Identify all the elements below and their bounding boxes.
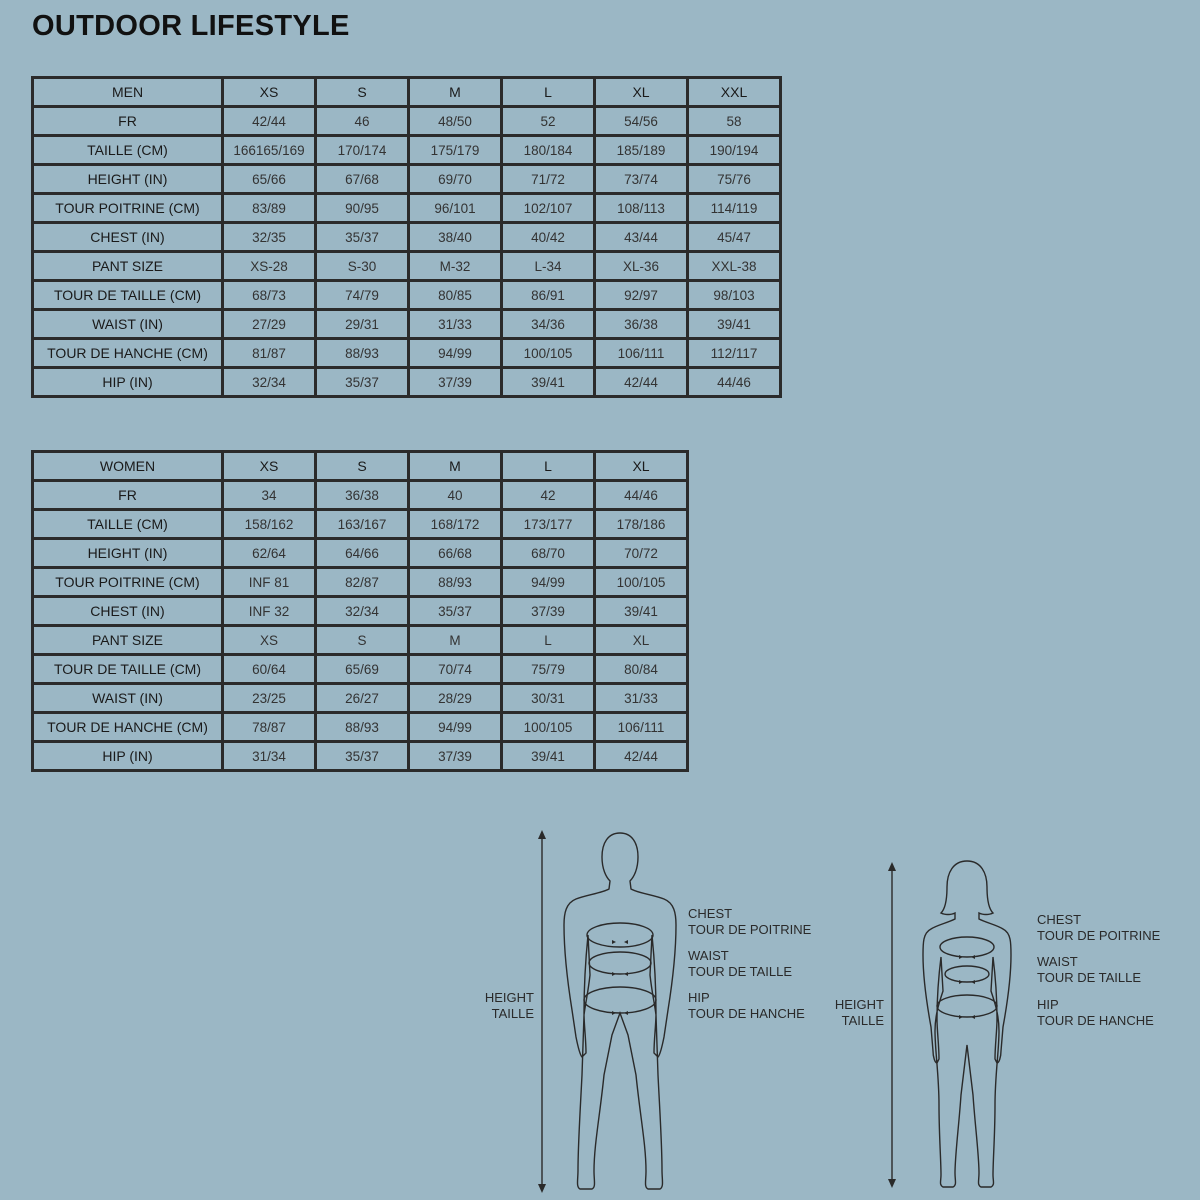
table-cell: 114/119 bbox=[688, 194, 781, 223]
table-row bbox=[33, 568, 688, 597]
table-cell: 70/74 bbox=[409, 655, 502, 684]
man-waist-label-fr: TOUR DE TAILLE bbox=[688, 964, 793, 979]
table-cell: 37/39 bbox=[502, 597, 595, 626]
table-cell: 108/113 bbox=[595, 194, 688, 223]
table-cell: 32/35 bbox=[223, 223, 316, 252]
woman-chest-label-en: CHEST bbox=[1037, 912, 1082, 927]
table-cell: 37/39 bbox=[409, 368, 502, 397]
table-cell: 29/31 bbox=[316, 310, 409, 339]
row-label: TOUR DE HANCHE (CM) bbox=[33, 339, 223, 368]
row-label: HIP (IN) bbox=[33, 368, 223, 397]
table-cell: 31/34 bbox=[223, 742, 316, 771]
table-cell: XL bbox=[595, 626, 688, 655]
table-row bbox=[33, 684, 688, 713]
table-row bbox=[33, 223, 781, 252]
table-row bbox=[33, 339, 781, 368]
table-cell: 88/93 bbox=[409, 568, 502, 597]
table-row bbox=[33, 655, 688, 684]
men-header-row bbox=[33, 78, 781, 107]
woman-chest-label bbox=[1037, 912, 1160, 944]
woman-hip-ring bbox=[937, 995, 997, 1017]
row-label: WAIST (IN) bbox=[33, 310, 223, 339]
women-section-header: WOMEN bbox=[33, 452, 223, 481]
man-waist-label-en: WAIST bbox=[688, 948, 729, 963]
table-cell: 173/177 bbox=[502, 510, 595, 539]
table-cell: XS bbox=[223, 626, 316, 655]
table-row bbox=[33, 626, 688, 655]
table-cell: INF 32 bbox=[223, 597, 316, 626]
man-chest-ring bbox=[587, 923, 653, 947]
table-cell: 81/87 bbox=[223, 339, 316, 368]
table-cell: 40 bbox=[409, 481, 502, 510]
table-cell: 112/117 bbox=[688, 339, 781, 368]
table-cell: 82/87 bbox=[316, 568, 409, 597]
table-cell: 38/40 bbox=[409, 223, 502, 252]
row-label: TAILLE (CM) bbox=[33, 136, 223, 165]
table-cell: 166165/169 bbox=[223, 136, 316, 165]
man-height-label bbox=[470, 990, 534, 1022]
table-cell: 35/37 bbox=[316, 368, 409, 397]
table-cell: 42 bbox=[502, 481, 595, 510]
woman-chest-ring bbox=[940, 937, 994, 957]
table-row bbox=[33, 742, 688, 771]
row-label: TOUR POITRINE (CM) bbox=[33, 568, 223, 597]
size-header: M bbox=[409, 452, 502, 481]
table-cell: 100/105 bbox=[502, 713, 595, 742]
size-header: L bbox=[502, 452, 595, 481]
table-cell: 69/70 bbox=[409, 165, 502, 194]
table-cell: 106/111 bbox=[595, 713, 688, 742]
size-header: M bbox=[409, 78, 502, 107]
table-cell: 170/174 bbox=[316, 136, 409, 165]
table-cell: 35/37 bbox=[409, 597, 502, 626]
row-label: TOUR POITRINE (CM) bbox=[33, 194, 223, 223]
woman-figure bbox=[875, 855, 1035, 1200]
table-row bbox=[33, 481, 688, 510]
table-cell: 39/41 bbox=[595, 597, 688, 626]
table-cell: 75/76 bbox=[688, 165, 781, 194]
table-cell: 45/47 bbox=[688, 223, 781, 252]
man-hip-ring bbox=[584, 987, 656, 1013]
table-cell: 44/46 bbox=[688, 368, 781, 397]
row-label: FR bbox=[33, 481, 223, 510]
table-cell: 75/79 bbox=[502, 655, 595, 684]
table-cell: 66/68 bbox=[409, 539, 502, 568]
table-cell: 80/85 bbox=[409, 281, 502, 310]
woman-waist-label-fr: TOUR DE TAILLE bbox=[1037, 970, 1142, 985]
man-chest-label bbox=[688, 906, 811, 938]
table-cell: 54/56 bbox=[595, 107, 688, 136]
table-cell: 34 bbox=[223, 481, 316, 510]
table-cell: 190/194 bbox=[688, 136, 781, 165]
row-label: HEIGHT (IN) bbox=[33, 539, 223, 568]
table-row bbox=[33, 194, 781, 223]
table-cell: 65/66 bbox=[223, 165, 316, 194]
table-cell: M bbox=[409, 626, 502, 655]
table-cell: 96/101 bbox=[409, 194, 502, 223]
table-cell: 90/95 bbox=[316, 194, 409, 223]
table-row bbox=[33, 107, 781, 136]
row-label: CHEST (IN) bbox=[33, 597, 223, 626]
size-header: XS bbox=[223, 452, 316, 481]
woman-height-label bbox=[820, 997, 884, 1029]
table-row bbox=[33, 281, 781, 310]
size-header: S bbox=[316, 452, 409, 481]
table-cell: 23/25 bbox=[223, 684, 316, 713]
row-label: TOUR DE TAILLE (CM) bbox=[33, 655, 223, 684]
table-row bbox=[33, 713, 688, 742]
table-cell: 35/37 bbox=[316, 223, 409, 252]
table-cell: 78/87 bbox=[223, 713, 316, 742]
table-cell: 34/36 bbox=[502, 310, 595, 339]
table-cell: 42/44 bbox=[595, 368, 688, 397]
table-cell: L-34 bbox=[502, 252, 595, 281]
table-cell: 39/41 bbox=[688, 310, 781, 339]
table-cell: 32/34 bbox=[223, 368, 316, 397]
table-row bbox=[33, 510, 688, 539]
woman-hip-label bbox=[1037, 997, 1154, 1029]
size-header: XL bbox=[595, 452, 688, 481]
table-cell: XL-36 bbox=[595, 252, 688, 281]
woman-waist-label bbox=[1037, 954, 1141, 986]
table-cell: 73/74 bbox=[595, 165, 688, 194]
table-cell: 67/68 bbox=[316, 165, 409, 194]
table-cell: 64/66 bbox=[316, 539, 409, 568]
table-cell: XS-28 bbox=[223, 252, 316, 281]
row-label: HIP (IN) bbox=[33, 742, 223, 771]
table-cell: 88/93 bbox=[316, 339, 409, 368]
man-height-label-en: HEIGHT bbox=[484, 990, 534, 1005]
man-hip-label-fr: TOUR DE HANCHE bbox=[688, 1006, 805, 1021]
table-cell: 74/79 bbox=[316, 281, 409, 310]
table-cell: M-32 bbox=[409, 252, 502, 281]
table-cell: 26/27 bbox=[316, 684, 409, 713]
table-cell: 94/99 bbox=[409, 713, 502, 742]
page-title: OUTDOOR LIFESTYLE bbox=[32, 10, 350, 42]
table-cell: 48/50 bbox=[409, 107, 502, 136]
table-cell: 94/99 bbox=[502, 568, 595, 597]
table-cell: 42/44 bbox=[595, 742, 688, 771]
table-cell: 30/31 bbox=[502, 684, 595, 713]
table-cell: 27/29 bbox=[223, 310, 316, 339]
table-row bbox=[33, 165, 781, 194]
row-label: WAIST (IN) bbox=[33, 684, 223, 713]
table-cell: 42/44 bbox=[223, 107, 316, 136]
table-cell: 180/184 bbox=[502, 136, 595, 165]
table-cell: 80/84 bbox=[595, 655, 688, 684]
table-cell: 62/64 bbox=[223, 539, 316, 568]
table-cell: 31/33 bbox=[409, 310, 502, 339]
table-cell: 68/70 bbox=[502, 539, 595, 568]
man-height-label-fr: TAILLE bbox=[491, 1006, 534, 1021]
table-cell: 83/89 bbox=[223, 194, 316, 223]
table-cell: 32/34 bbox=[316, 597, 409, 626]
table-cell: 44/46 bbox=[595, 481, 688, 510]
men-section-header: MEN bbox=[33, 78, 223, 107]
table-row bbox=[33, 539, 688, 568]
table-cell: 43/44 bbox=[595, 223, 688, 252]
woman-body-outline bbox=[923, 861, 1011, 1187]
row-label: PANT SIZE bbox=[33, 626, 223, 655]
table-cell: 28/29 bbox=[409, 684, 502, 713]
row-label: TOUR DE HANCHE (CM) bbox=[33, 713, 223, 742]
men-size-table bbox=[31, 76, 782, 398]
table-cell: 39/41 bbox=[502, 368, 595, 397]
table-cell: 94/99 bbox=[409, 339, 502, 368]
table-cell: 36/38 bbox=[595, 310, 688, 339]
table-row bbox=[33, 597, 688, 626]
table-cell: INF 81 bbox=[223, 568, 316, 597]
women-size-table bbox=[31, 450, 689, 772]
table-cell: 178/186 bbox=[595, 510, 688, 539]
row-label: FR bbox=[33, 107, 223, 136]
table-cell: 86/91 bbox=[502, 281, 595, 310]
man-hip-label bbox=[688, 990, 805, 1022]
table-cell: 35/37 bbox=[316, 742, 409, 771]
table-cell: S bbox=[316, 626, 409, 655]
women-header-row bbox=[33, 452, 688, 481]
table-cell: 168/172 bbox=[409, 510, 502, 539]
row-label: HEIGHT (IN) bbox=[33, 165, 223, 194]
size-header: L bbox=[502, 78, 595, 107]
size-header: S bbox=[316, 78, 409, 107]
table-cell: 39/41 bbox=[502, 742, 595, 771]
table-cell: 71/72 bbox=[502, 165, 595, 194]
table-cell: 100/105 bbox=[595, 568, 688, 597]
table-cell: 100/105 bbox=[502, 339, 595, 368]
table-cell: L bbox=[502, 626, 595, 655]
table-cell: 88/93 bbox=[316, 713, 409, 742]
woman-height-label-fr: TAILLE bbox=[841, 1013, 884, 1028]
row-label: CHEST (IN) bbox=[33, 223, 223, 252]
man-hip-label-en: HIP bbox=[688, 990, 710, 1005]
man-waist-label bbox=[688, 948, 792, 980]
table-cell: 31/33 bbox=[595, 684, 688, 713]
table-cell: 70/72 bbox=[595, 539, 688, 568]
table-cell: 52 bbox=[502, 107, 595, 136]
man-figure bbox=[520, 825, 690, 1200]
table-cell: 58 bbox=[688, 107, 781, 136]
woman-hip-label-fr: TOUR DE HANCHE bbox=[1037, 1013, 1154, 1028]
table-cell: 106/111 bbox=[595, 339, 688, 368]
table-row bbox=[33, 310, 781, 339]
table-cell: 175/179 bbox=[409, 136, 502, 165]
table-cell: 185/189 bbox=[595, 136, 688, 165]
table-cell: 46 bbox=[316, 107, 409, 136]
table-cell: 37/39 bbox=[409, 742, 502, 771]
woman-height-label-en: HEIGHT bbox=[834, 997, 884, 1012]
man-chest-label-fr: TOUR DE POITRINE bbox=[688, 922, 812, 937]
table-row bbox=[33, 136, 781, 165]
table-cell: 68/73 bbox=[223, 281, 316, 310]
size-header: XXL bbox=[688, 78, 781, 107]
man-body-outline bbox=[564, 833, 676, 1189]
size-header: XS bbox=[223, 78, 316, 107]
woman-chest-label-fr: TOUR DE POITRINE bbox=[1037, 928, 1161, 943]
table-cell: 163/167 bbox=[316, 510, 409, 539]
row-label: TAILLE (CM) bbox=[33, 510, 223, 539]
woman-waist-label-en: WAIST bbox=[1037, 954, 1078, 969]
table-cell: 92/97 bbox=[595, 281, 688, 310]
table-cell: 102/107 bbox=[502, 194, 595, 223]
woman-waist-ring bbox=[945, 966, 989, 982]
table-cell: 36/38 bbox=[316, 481, 409, 510]
row-label: TOUR DE TAILLE (CM) bbox=[33, 281, 223, 310]
table-cell: 65/69 bbox=[316, 655, 409, 684]
man-waist-ring bbox=[589, 952, 651, 974]
table-cell: S-30 bbox=[316, 252, 409, 281]
table-cell: 158/162 bbox=[223, 510, 316, 539]
man-chest-label-en: CHEST bbox=[688, 906, 733, 921]
woman-hip-label-en: HIP bbox=[1037, 997, 1059, 1012]
table-cell: XXL-38 bbox=[688, 252, 781, 281]
table-row bbox=[33, 252, 781, 281]
size-header: XL bbox=[595, 78, 688, 107]
table-cell: 60/64 bbox=[223, 655, 316, 684]
table-cell: 40/42 bbox=[502, 223, 595, 252]
table-cell: 98/103 bbox=[688, 281, 781, 310]
row-label: PANT SIZE bbox=[33, 252, 223, 281]
table-row bbox=[33, 368, 781, 397]
